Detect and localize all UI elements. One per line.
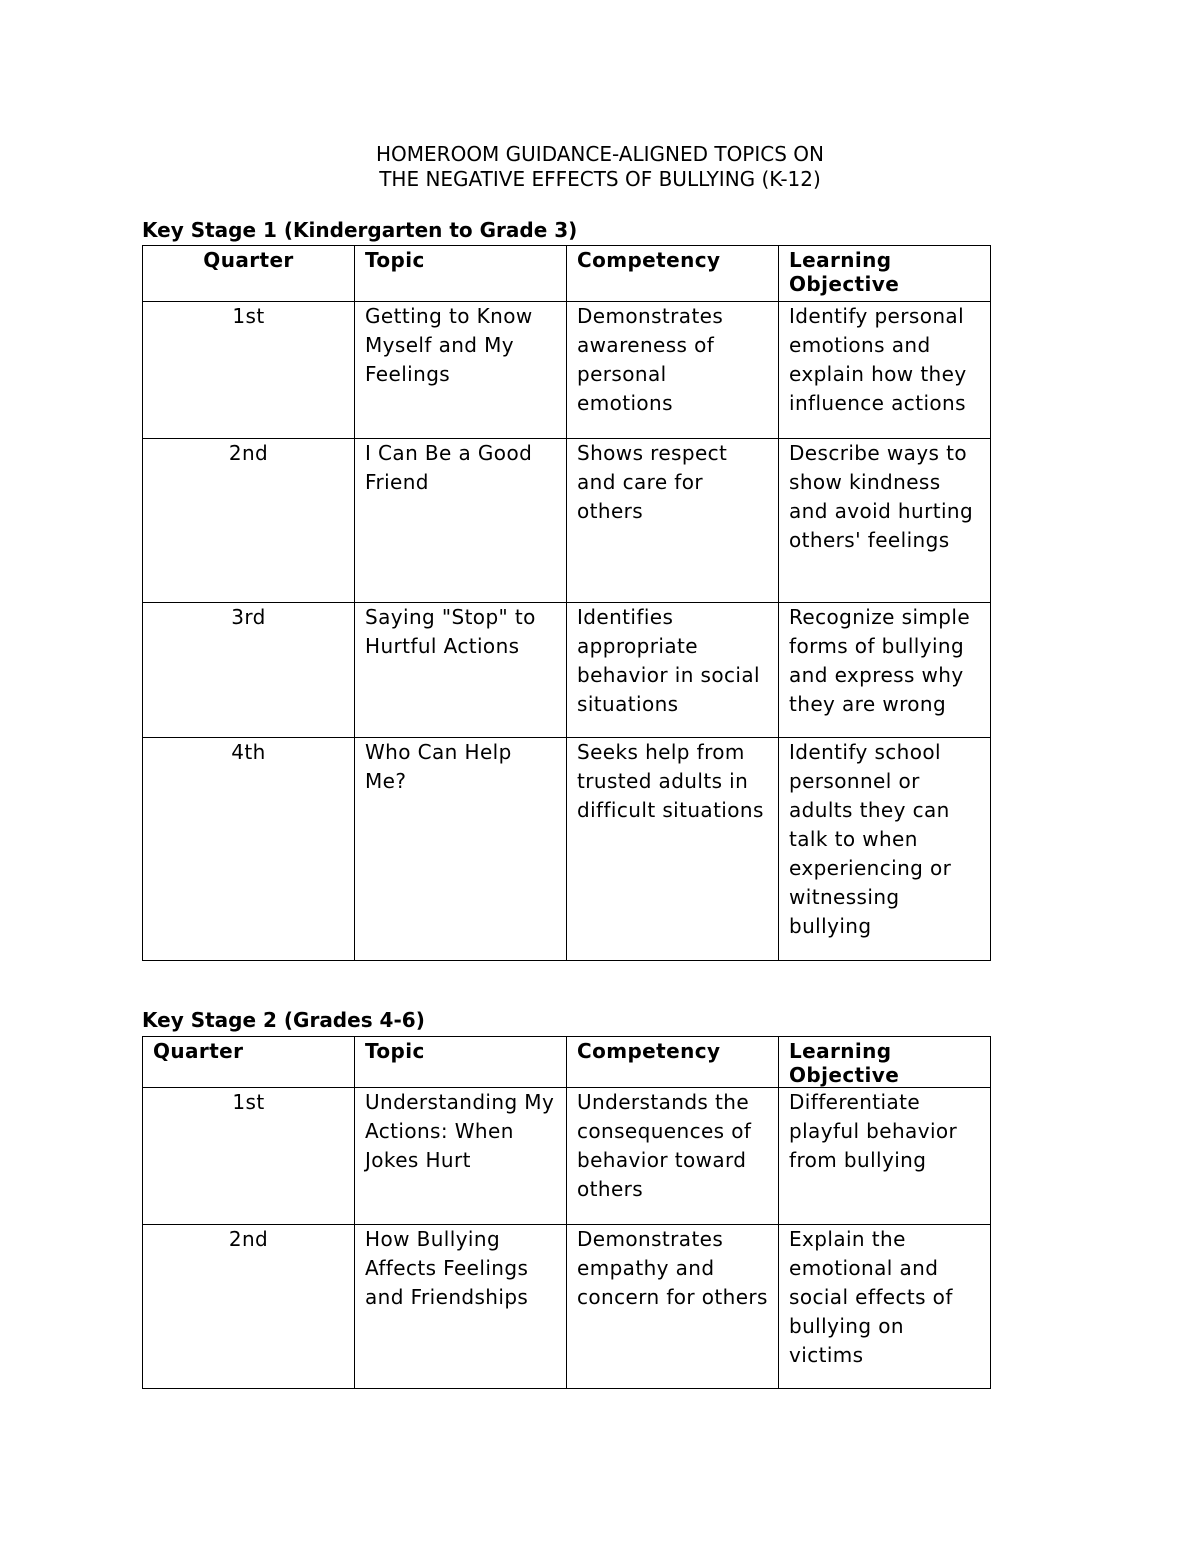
competency-cell: Demonstrates awareness of personal emotions bbox=[567, 302, 779, 439]
title-line-1: HOMEROOM GUIDANCE-ALIGNED TOPICS ON bbox=[376, 142, 824, 166]
objective-cell: Identify personal emotions and explain how they influence actions bbox=[779, 302, 991, 439]
competency-cell: Identifies appropriate behavior in social situations bbox=[567, 603, 779, 738]
header-competency: Competency bbox=[567, 246, 779, 302]
title-line-2: THE NEGATIVE EFFECTS OF BULLYING (K-12) bbox=[379, 167, 821, 191]
table-row bbox=[143, 603, 991, 738]
objective-cell: Recognize simple forms of bullying and express why they are wrong bbox=[779, 603, 991, 738]
topic-cell: Understanding My Actions: When Jokes Hurt bbox=[355, 1088, 567, 1225]
stage2-table bbox=[142, 1036, 991, 1389]
stage1-table bbox=[142, 245, 991, 961]
competency-cell: Understands the consequences of behavior toward others bbox=[567, 1088, 779, 1225]
objective-cell: Identify school personnel or adults they can talk to when experiencing or witnessing bullying bbox=[779, 738, 991, 961]
quarter-cell: 1st bbox=[143, 1088, 355, 1225]
stage2-heading: Key Stage 2 (Grades 4-6) bbox=[142, 1008, 425, 1032]
header-competency: Competency bbox=[567, 1037, 779, 1088]
document-title bbox=[0, 142, 1200, 192]
objective-cell: Explain the emotional and social effects of bullying on victims bbox=[779, 1225, 991, 1389]
topic-cell: Getting to Know Myself and My Feelings bbox=[355, 302, 567, 439]
objective-cell: Describe ways to show kindness and avoid hurting others' feelings bbox=[779, 439, 991, 603]
stage2-header-row bbox=[143, 1037, 991, 1088]
quarter-cell: 2nd bbox=[143, 439, 355, 603]
header-learning-objective: Learning Objective bbox=[779, 246, 991, 302]
table-row bbox=[143, 439, 991, 603]
table-row bbox=[143, 302, 991, 439]
table-row bbox=[143, 1088, 991, 1225]
quarter-cell: 3rd bbox=[143, 603, 355, 738]
stage1-heading: Key Stage 1 (Kindergarten to Grade 3) bbox=[142, 218, 578, 242]
topic-cell: I Can Be a Good Friend bbox=[355, 439, 567, 603]
competency-cell: Seeks help from trusted adults in difficult situations bbox=[567, 738, 779, 961]
table-row bbox=[143, 738, 991, 961]
header-quarter: Quarter bbox=[143, 246, 355, 302]
competency-cell: Demonstrates empathy and concern for others bbox=[567, 1225, 779, 1389]
header-topic: Topic bbox=[355, 246, 567, 302]
quarter-cell: 1st bbox=[143, 302, 355, 439]
topic-cell: Saying "Stop" to Hurtful Actions bbox=[355, 603, 567, 738]
topic-cell: How Bullying Affects Feelings and Friendships bbox=[355, 1225, 567, 1389]
header-learning-objective: Learning Objective bbox=[779, 1037, 991, 1088]
quarter-cell: 4th bbox=[143, 738, 355, 961]
competency-cell: Shows respect and care for others bbox=[567, 439, 779, 603]
quarter-cell: 2nd bbox=[143, 1225, 355, 1389]
header-quarter: Quarter bbox=[143, 1037, 355, 1088]
table-row bbox=[143, 1225, 991, 1389]
stage1-header-row bbox=[143, 246, 991, 302]
topic-cell: Who Can Help Me? bbox=[355, 738, 567, 961]
objective-cell: Differentiate playful behavior from bullying bbox=[779, 1088, 991, 1225]
header-topic: Topic bbox=[355, 1037, 567, 1088]
